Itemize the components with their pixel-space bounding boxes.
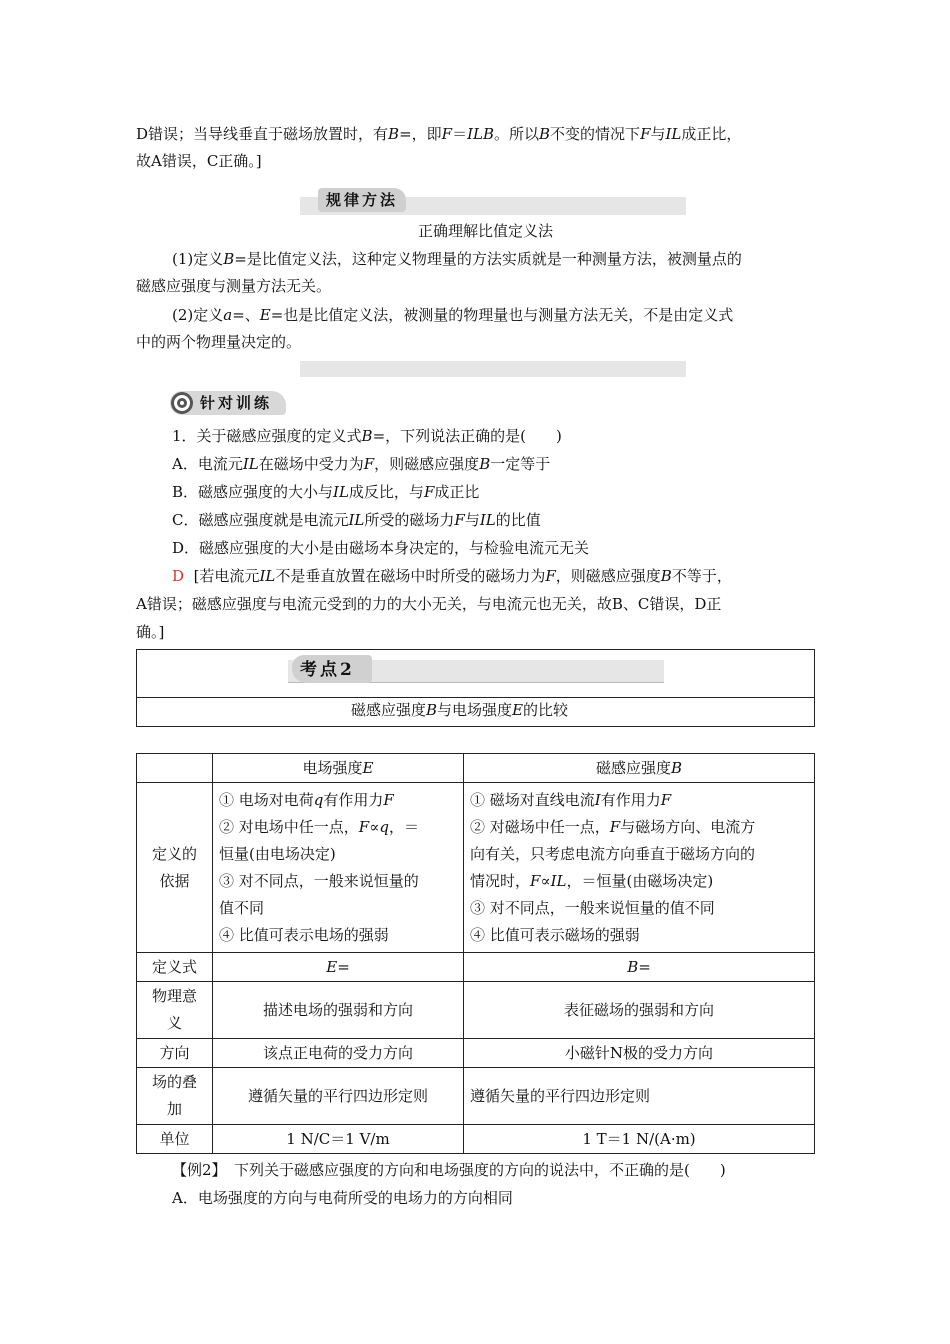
method-p2-line-2: 中的两个物理量决定的。 [136, 333, 302, 351]
kaodian-title: 磁感应强度B与电场强度E的比较 [351, 701, 569, 719]
method-p2-line-1: (2)定义a=、E=也是比值定义法，被测量的物理量也与测量方法无关，不是由定义式 [172, 306, 734, 324]
training-question: 1．关于磁感应强度的定义式B=，下列说法正确的是( ) [172, 427, 562, 445]
table-row-unit [137, 1125, 815, 1154]
table-row-formula [137, 953, 815, 982]
explanation-line-2: A错误；磁感应强度与电流元受到的力的大小无关，与电流元也无关，故B、C错误，D正 [136, 595, 722, 613]
table-row-definition-basis [137, 783, 815, 953]
table-row-superposition [137, 1068, 815, 1125]
explanation-line-3: 确。] [136, 623, 165, 641]
row-label-direction: 方向 [137, 1039, 213, 1068]
option-b: B．磁感应强度的大小与IL成反比，与F成正比 [172, 483, 480, 501]
row-label-meaning: 物理意 义 [137, 982, 213, 1039]
option-c: C．磁感应强度就是电流元IL所受的磁场力F与IL的比值 [172, 511, 541, 529]
kaodian-tag: 考点2 [300, 660, 355, 680]
e-definition-basis: ① 电场对电荷q有作用力F ② 对电场中任一点，F∝q，＝ 恒量(由电场决定) ③ 对不同点，一般来说恒量的 值不同 ④ 比值可表示电场的强弱 [213, 783, 464, 953]
header-magnetic-field: 磁感应强度B [464, 754, 815, 783]
table-row-meaning [137, 982, 815, 1039]
e-formula: E= [213, 953, 464, 982]
b-definition-basis: ① 磁场对直线电流I有作用力F ② 对磁场中任一点，F与磁场方向、电流方 向有关，只考虑电流方向垂直于磁场方向的 情况时，F∝IL，＝恒量(由磁场决定) ③ 对不同点，一般来说恒量的值不同 ④ 比值可表示磁场的强弱 [464, 783, 815, 953]
method-end-banner [300, 361, 686, 377]
method-tag: 规律方法 [318, 188, 406, 212]
target-icon [170, 391, 194, 415]
e-meaning: 描述电场的强弱和方向 [213, 982, 464, 1039]
intro-line-1: D错误；当导线垂直于磁场放置时，有B=，即F＝ILB。所以B不变的情况下F与IL成正比， [136, 125, 742, 143]
example-question: 【例2】 下列关于磁感应强度的方向和电场强度的方向的说法中，不正确的是( ) [172, 1161, 726, 1179]
table-header-row [137, 754, 815, 783]
e-unit: 1 N/C＝1 V/m [213, 1125, 464, 1154]
answer-letter: D [172, 567, 185, 585]
b-superposition: 遵循矢量的平行四边形定则 [464, 1068, 815, 1125]
explanation-line-1: D [若电流元IL不是垂直放置在磁场中时所受的磁场力为F，则磁感应强度B不等于， [172, 567, 732, 585]
example-option-a: A．电场强度的方向与电荷所受的电场力的方向相同 [172, 1189, 513, 1207]
intro-line-2: 故A错误，C正确。] [136, 152, 262, 170]
comparison-table [136, 753, 815, 1154]
method-p1-line-2: 磁感应强度与测量方法无关。 [136, 277, 332, 295]
kaodian-divider [136, 697, 814, 698]
e-superposition: 遵循矢量的平行四边形定则 [213, 1068, 464, 1125]
method-p1-line-1: (1)定义B=是比值定义法，这种定义物理量的方法实质就是一种测量方法，被测量点的 [172, 250, 742, 268]
method-title: 正确理解比值定义法 [418, 222, 554, 240]
row-label-unit: 单位 [137, 1125, 213, 1154]
b-formula: B= [464, 953, 815, 982]
training-tag: 针对训练 [200, 394, 273, 412]
b-direction: 小磁针N极的受力方向 [464, 1039, 815, 1068]
row-label-superposition: 场的叠 加 [137, 1068, 213, 1125]
e-direction: 该点正电荷的受力方向 [213, 1039, 464, 1068]
header-empty-cell [137, 754, 213, 783]
header-electric-field: 电场强度E [213, 754, 464, 783]
row-label-definition-basis: 定义的 依据 [137, 783, 213, 953]
row-label-formula: 定义式 [137, 953, 213, 982]
b-meaning: 表征磁场的强弱和方向 [464, 982, 815, 1039]
table-row-direction [137, 1039, 815, 1068]
option-a: A．电流元IL在磁场中受力为F，则磁感应强度B一定等于 [172, 455, 551, 473]
b-unit: 1 T＝1 N/(A·m) [464, 1125, 815, 1154]
option-d: D．磁感应强度的大小是由磁场本身决定的，与检验电流元无关 [172, 539, 590, 557]
